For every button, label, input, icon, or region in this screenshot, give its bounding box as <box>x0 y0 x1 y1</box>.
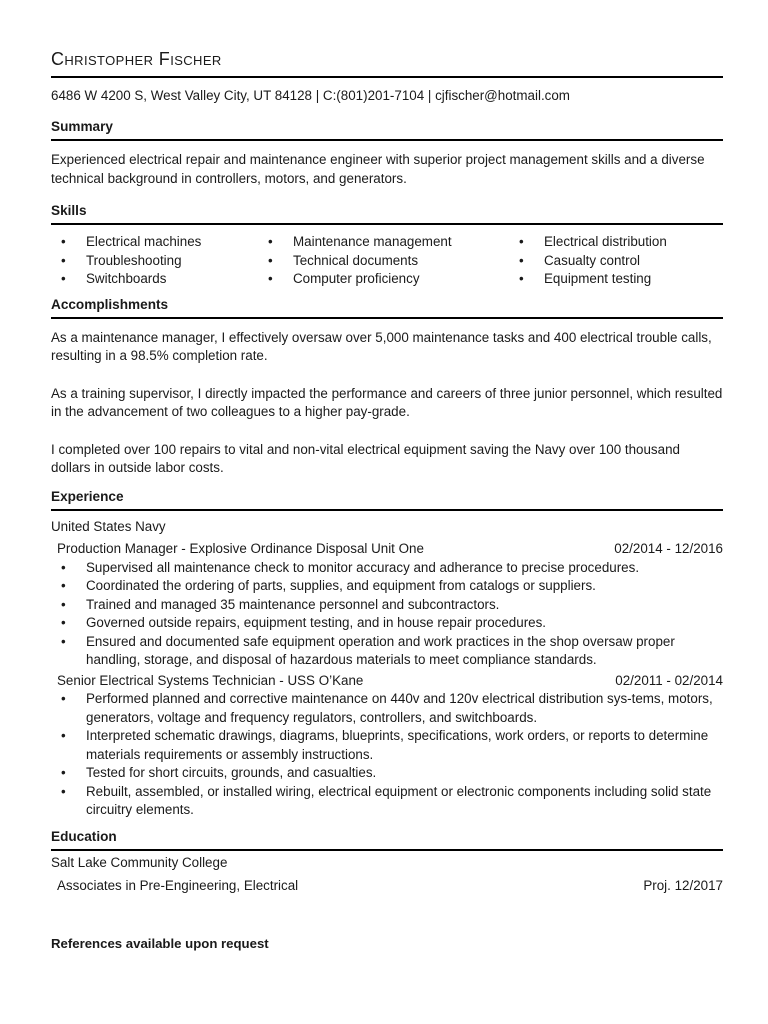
skill-item: • Casualty control <box>509 252 667 271</box>
skills-column <box>509 233 667 289</box>
experience-heading: Experience <box>51 488 124 504</box>
degree-name: Associates in Pre-Engineering, Electrical <box>57 878 299 893</box>
job-duty-item: • Interpreted schematic drawings, diagrams, blueprints, specifications, work orders, or reports to determine materials requirements or assembly instructions. <box>51 727 723 764</box>
skills-heading: Skills <box>51 203 87 218</box>
skills-column <box>51 233 258 289</box>
job-title-row <box>51 540 723 559</box>
summary-heading: Summary <box>51 119 113 134</box>
job-duty-item: • Trained and managed 35 maintenance personnel and subcontractors. <box>51 596 723 615</box>
skill-item: • Equipment testing <box>509 270 667 289</box>
skill-item: • Technical documents <box>258 252 509 271</box>
accomplishments-heading: Accomplishments <box>51 296 169 312</box>
job-duties-list <box>51 690 723 820</box>
job-duty-item: • Governed outside repairs, equipment testing, and in house repair procedures. <box>51 614 723 633</box>
experience-divider <box>51 509 723 511</box>
contact-line: 6486 W 4200 S, West Valley City, UT 84128 | C:(801)201-7104 | cjfischer@hotmail.com <box>51 88 570 103</box>
job-duty-item: • Coordinated the ordering of parts, supplies, and equipment from catalogs or suppliers. <box>51 577 723 596</box>
references-note: References available upon request <box>51 935 269 951</box>
job-duty-item: • Performed planned and corrective maintenance on 440v and 120v electrical distribution sys-tems, motors, generators, voltage and frequency regulators, controllers, and switchboards. <box>51 690 723 727</box>
employer-name: United States Navy <box>51 518 166 534</box>
accomplishments-divider <box>51 317 723 319</box>
job-duty-item: • Tested for short circuits, grounds, and casualties. <box>51 764 723 783</box>
job-duties-list <box>51 559 723 670</box>
skill-item: • Electrical machines <box>51 233 258 252</box>
job-duty-item: • Rebuilt, assembled, or installed wiring, electrical equipment or electronic components including solid state circuitry elements. <box>51 783 723 820</box>
resume-page <box>51 44 723 953</box>
job-title-row <box>51 672 723 691</box>
degree-row <box>51 877 723 896</box>
skills-column <box>258 233 509 289</box>
accomplishment-paragraph: I completed over 100 repairs to vital and non-vital electrical equipment saving the Navy over 100 thousand dollars in outside labor costs. <box>51 441 680 475</box>
job-duty-item: • Supervised all maintenance check to monitor accuracy and adherance to precise procedures. <box>51 559 723 578</box>
job-dates: 02/2014 - 12/2016 <box>614 541 723 556</box>
degree-date: Proj. 12/2017 <box>643 878 723 893</box>
education-heading: Education <box>51 828 117 844</box>
summary-text: Experienced electrical repair and maintenance engineer with superior project management skills and a diverse technical background in controllers, motors, and generators. <box>51 152 705 186</box>
skills-grid <box>51 233 723 289</box>
name-divider <box>51 76 723 78</box>
skill-item: • Maintenance management <box>258 233 509 252</box>
accomplishment-paragraph: As a training supervisor, I directly impacted the performance and careers of three junior personnel, which resulted in the advancement of two colleagues to a higher pay-grade. <box>51 385 723 419</box>
skill-item: • Switchboards <box>51 270 258 289</box>
summary-divider <box>51 139 723 141</box>
school-name: Salt Lake Community College <box>51 854 228 870</box>
job-title: Production Manager - Explosive Ordinance Disposal Unit One <box>57 541 424 556</box>
job-dates: 02/2011 - 02/2014 <box>615 672 723 688</box>
job-duty-item: • Ensured and documented safe equipment operation and work practices in the shop oversaw proper handling, storage, and disposal of hazardous materials to meet compliance standards. <box>51 633 723 670</box>
candidate-name: Christopher Fischer <box>51 49 222 69</box>
skill-item: • Computer proficiency <box>258 270 509 289</box>
accomplishment-paragraph: As a maintenance manager, I effectively oversaw over 5,000 maintenance tasks and 400 electrical trouble calls, resulting in a 98.5% completion rate. <box>51 329 712 363</box>
education-divider <box>51 849 723 851</box>
skills-divider <box>51 223 723 225</box>
job-title: Senior Electrical Systems Technician - USS O’Kane <box>57 672 364 688</box>
skill-item: • Electrical distribution <box>509 233 667 252</box>
skill-item: • Troubleshooting <box>51 252 258 271</box>
